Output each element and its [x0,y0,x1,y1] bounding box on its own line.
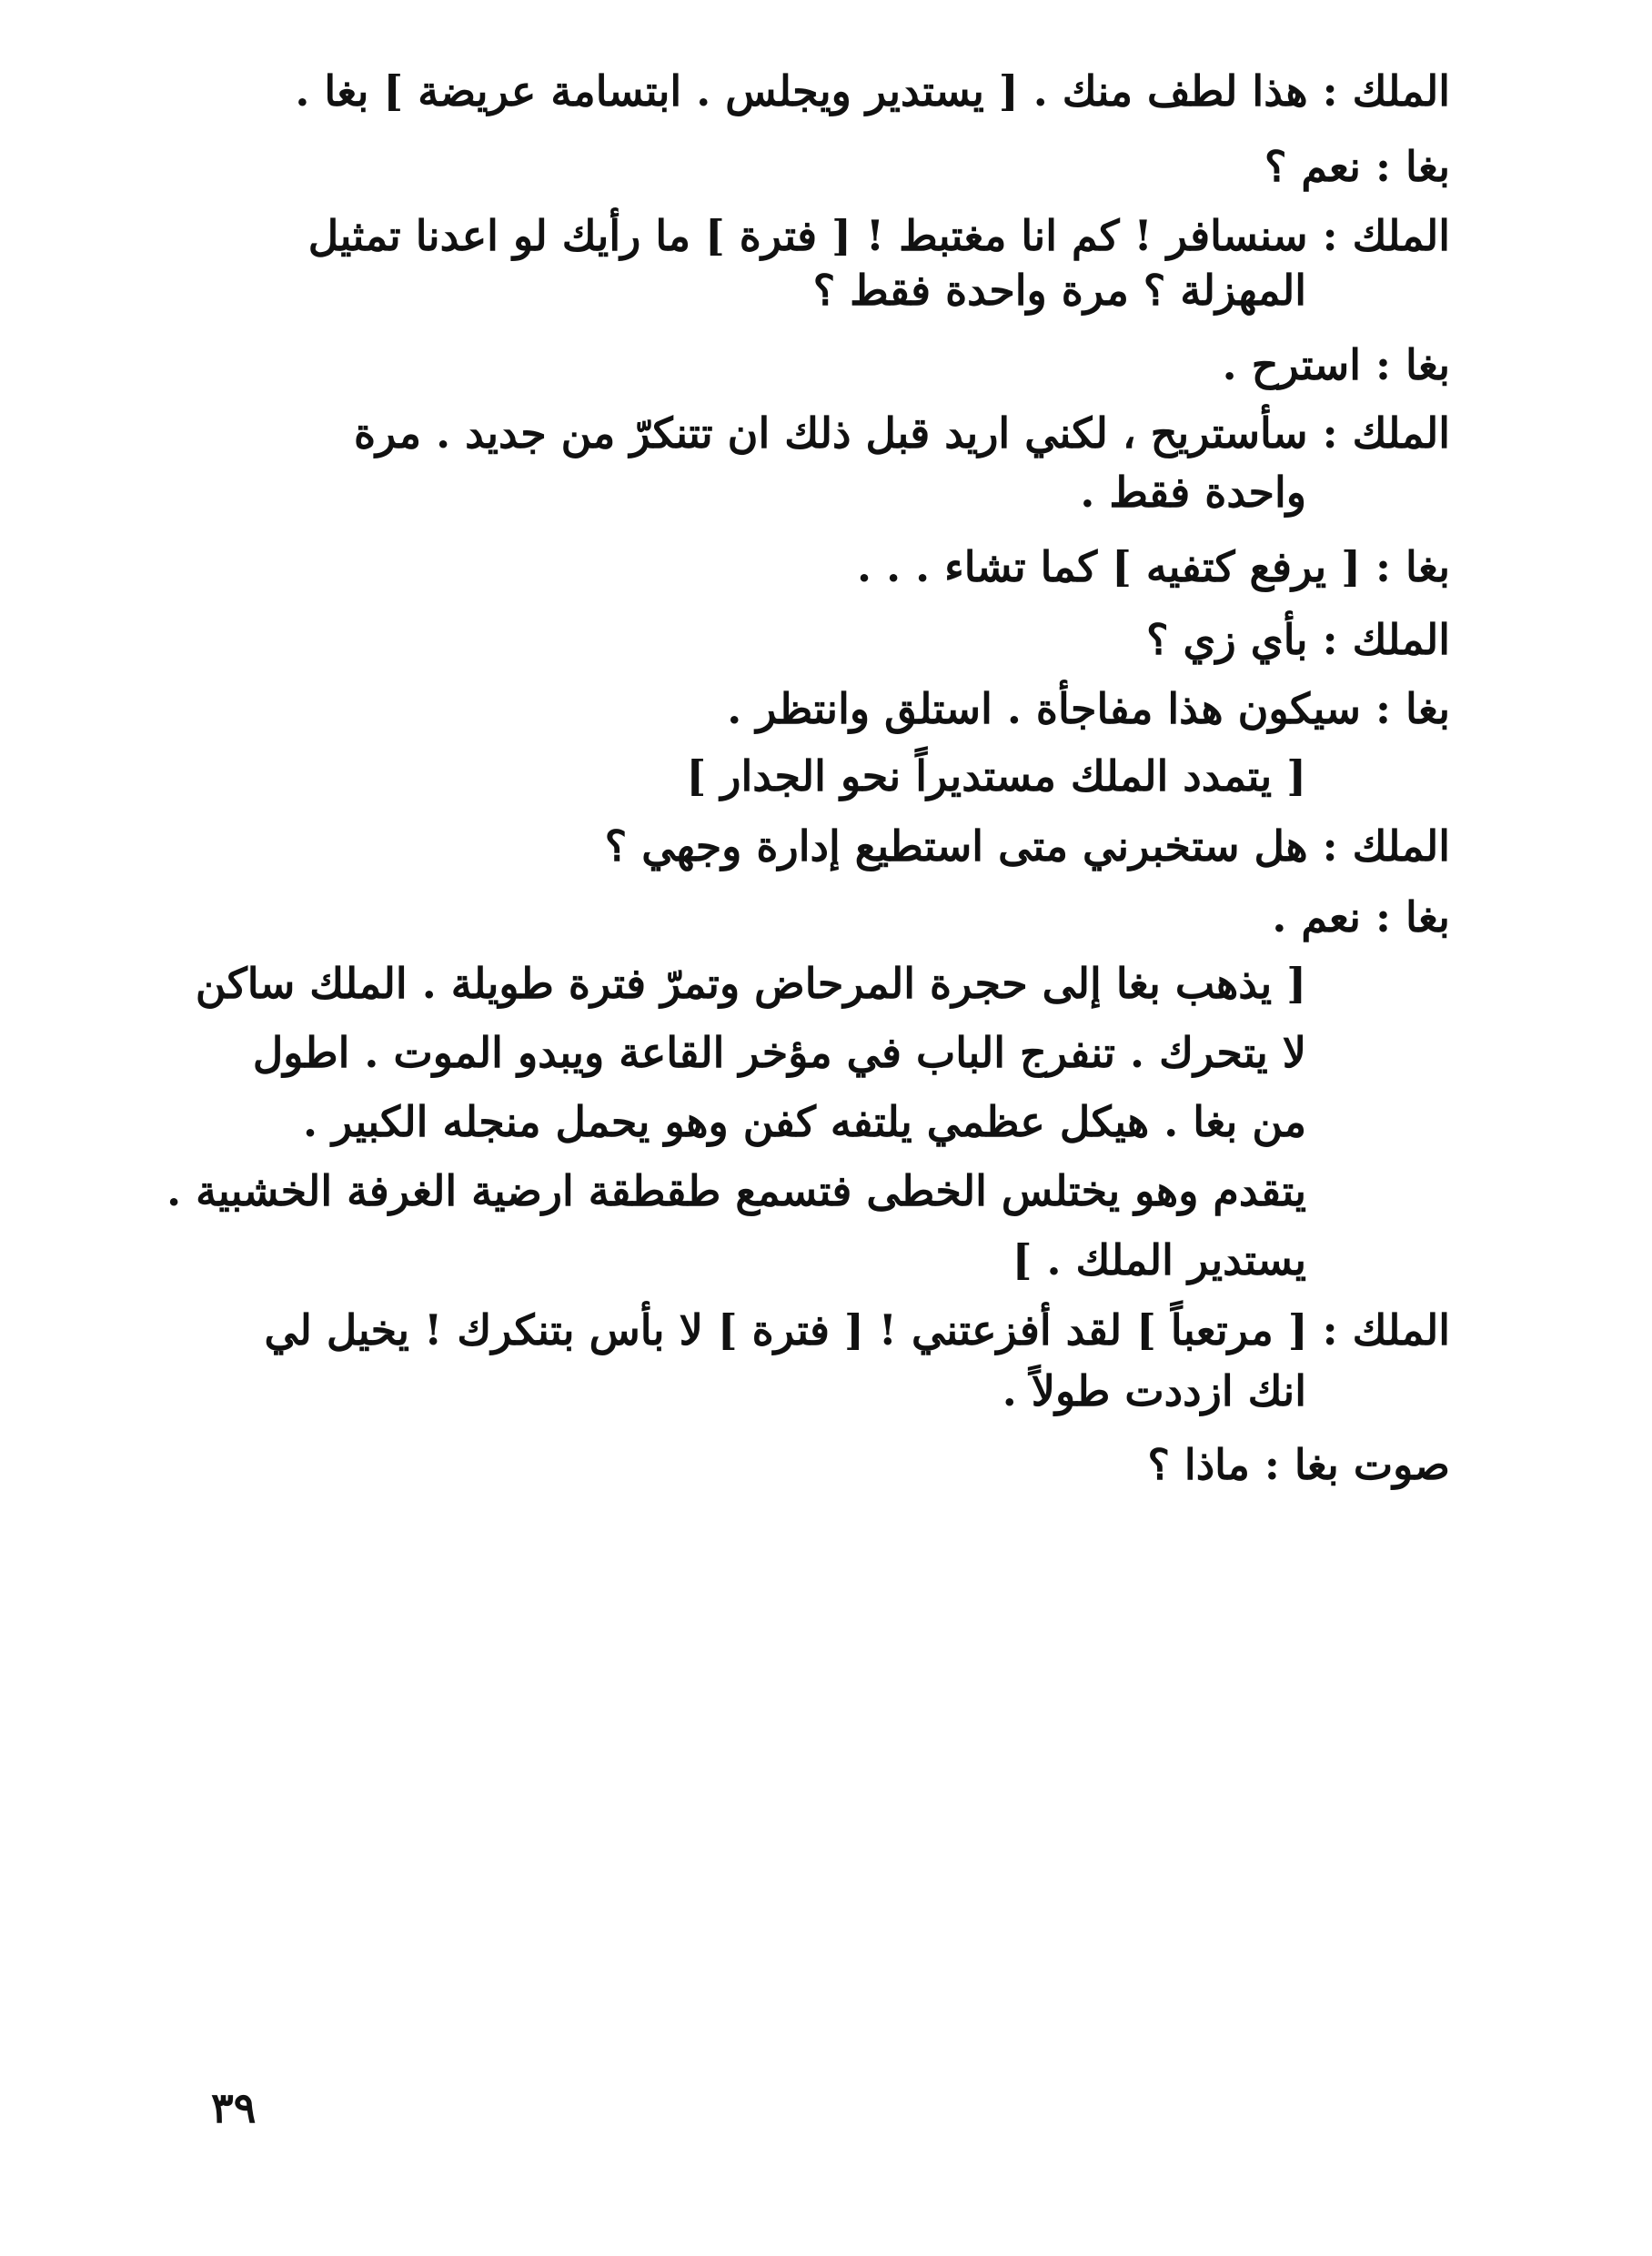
dialogue-line: الملك : [ مرتعباً ] لقد أفزعتني ! [ فترة ] لا بأس بتنكرك ! يخيل لي [264,1305,1450,1355]
dialogue-line: بغا : نعم . [1272,892,1450,942]
dialogue-line: بغا : [ يرفع كتفيه ] كما تشاء . . . [857,542,1450,591]
stage-direction-line: من بغا . هيكل عظمي يلتفه كفن وهو يحمل منجله الكبير . [303,1097,1306,1146]
dialogue-line: الملك : هذا لطف منك . [ يستدير ويجلس . ابتسامة عريضة ] بغا . [295,66,1450,116]
stage-direction-line: [ يذهب بغا إلى حجرة المرحاض وتمرّ فترة طويلة . الملك ساكن [195,959,1306,1008]
stage-direction-line: يتقدم وهو يختلس الخطى فتسمع طقطقة ارضية الغرفة الخشبية . [166,1166,1306,1215]
dialogue-line: الملك : بأي زي ؟ [1146,615,1450,664]
stage-direction-line: لا يتحرك . تنفرج الباب في مؤخر القاعة ويبدو الموت . اطول [252,1028,1306,1077]
dialogue-line: الملك : سنسافر ! كم انا مغتبط ! [ فترة ] ما رأيك لو اعدنا تمثيل [307,211,1450,260]
dialogue-line: الملك : سأستريح ، لكني اريد قبل ذلك ان تتنكرّ من جديد . مرة [353,408,1450,458]
dialogue-continuation: انك ازددت طولاً . [1002,1366,1306,1415]
dialogue-continuation: المهزلة ؟ مرة واحدة فقط ؟ [812,266,1306,315]
dialogue-line: الملك : هل ستخبرني متى استطيع إدارة وجهي ؟ [604,821,1450,871]
page-number: ٣٩ [211,2083,257,2132]
stage-direction: [ يتمدد الملك مستديراً نحو الجدار ] [686,751,1306,801]
dialogue-line: بغا : استرح . [1222,340,1450,389]
dialogue-continuation: واحدة فقط . [1080,468,1306,517]
dialogue-line: بغا : سيكون هذا مفاجأة . استلق وانتظر . [727,684,1450,733]
dialogue-line: صوت بغا : ماذا ؟ [1147,1440,1450,1489]
stage-direction-line: يستدير الملك . ] [1012,1235,1306,1284]
dialogue-line: بغا : نعم ؟ [1264,142,1450,191]
